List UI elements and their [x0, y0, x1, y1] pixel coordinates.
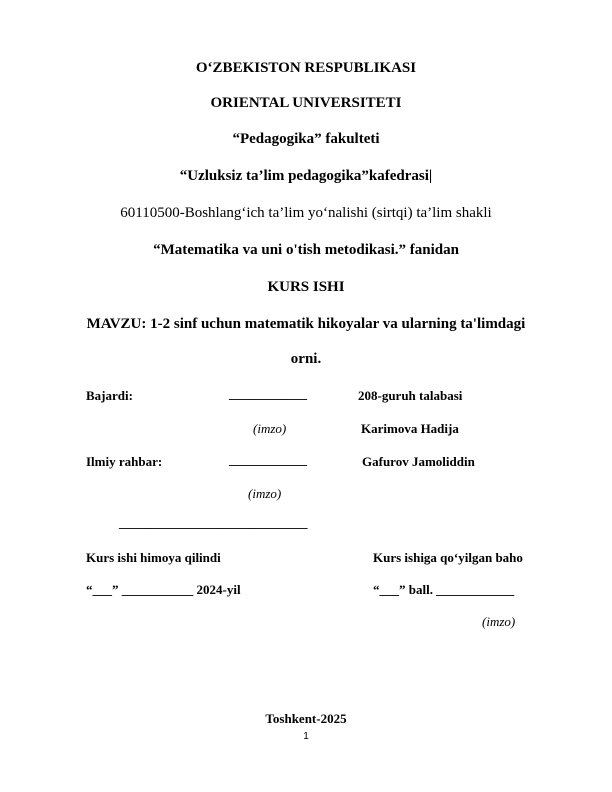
defense-date: “___” ___________ 2024-yil	[86, 582, 241, 597]
city-year: Toshkent-2025	[265, 711, 347, 726]
grade-line: “___” ball. ____________	[373, 582, 515, 597]
faculty-heading: “Pedagogika” fakulteti	[232, 131, 380, 147]
imzo-label-1: (imzo)	[253, 421, 287, 436]
program-line: 60110500-Boshlang‘ich ta’lim yo‘nalishi (sirtqi) ta’lim shakli	[120, 205, 492, 221]
defense-title: Kurs ishi himoya qilindi	[86, 550, 221, 565]
grade-title: Kurs ishiga qo‘yilgan baho	[373, 550, 523, 565]
imzo-label-3: (imzo)	[482, 614, 516, 629]
document-type: KURS ISHI	[267, 279, 345, 295]
student-name: Karimova Hadija	[361, 421, 459, 436]
topic-line-2: orni.	[290, 351, 322, 367]
done-by-signature-line: ____________	[229, 386, 307, 401]
long-signature-line: _____________________________	[119, 515, 308, 530]
imzo-label-2: (imzo)	[248, 486, 282, 501]
supervisor-signature-line: ____________	[229, 452, 307, 467]
country-heading: O‘ZBEKISTON RESPUBLIKASI	[195, 60, 417, 76]
topic-line-1: MAVZU: 1-2 sinf uchun matematik hikoyalar va ularning ta'limdagi	[86, 316, 526, 332]
page-number: 1	[303, 731, 309, 742]
supervisor-name: Gafurov Jamoliddin	[362, 454, 475, 469]
done-by-label: Bajardi:	[86, 388, 133, 403]
department-heading: “Uzluksiz ta’lim pedagogika”kafedrasi|	[179, 168, 433, 184]
supervisor-label: Ilmiy rahbar:	[86, 454, 163, 469]
subject-line: “Matematika va uni o'tish metodikasi.” fanidan	[153, 242, 459, 258]
group-label: 208-guruh talabasi	[358, 388, 463, 403]
university-heading: ORIENTAL UNIVERSITETI	[210, 95, 402, 111]
